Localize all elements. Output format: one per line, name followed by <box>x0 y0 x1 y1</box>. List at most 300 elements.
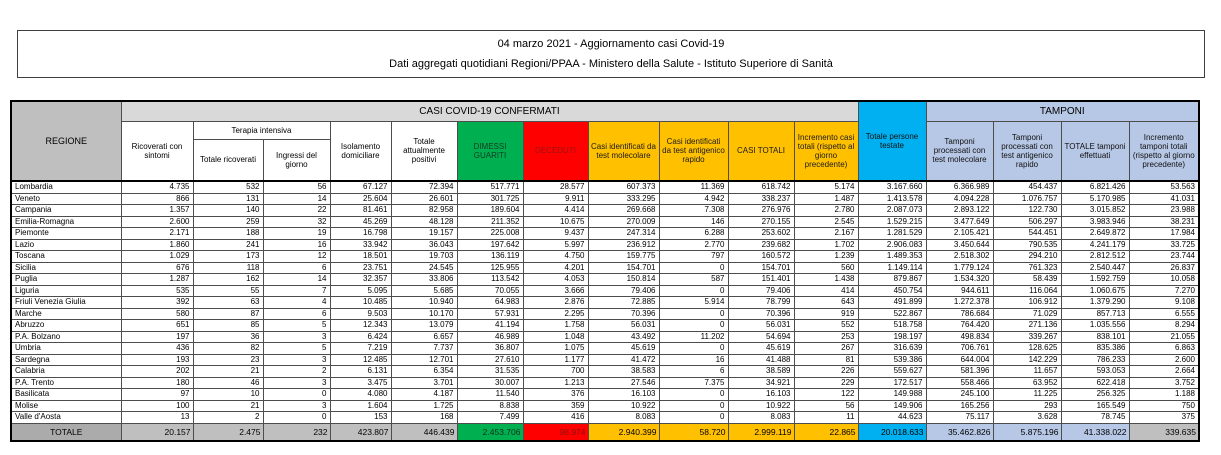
value-cell: 1.029 <box>121 251 193 263</box>
table-row <box>11 377 1199 389</box>
total-value-cell: 5.875.196 <box>993 423 1061 441</box>
value-cell: 32.357 <box>330 274 391 286</box>
value-cell: 339.267 <box>993 331 1061 343</box>
value-cell: 581.396 <box>926 366 993 378</box>
value-cell: 450.754 <box>858 285 926 297</box>
value-cell: 12 <box>263 251 330 263</box>
table-row <box>11 216 1199 228</box>
value-cell: 225.008 <box>457 228 523 240</box>
value-cell: 4.187 <box>391 389 457 401</box>
value-cell: 8.838 <box>457 400 523 412</box>
value-cell: 4.080 <box>330 389 391 401</box>
value-cell: 5.997 <box>523 239 588 251</box>
value-cell: 162 <box>193 274 263 286</box>
header-swabs-increment: Incremento tamponi totali (rispetto al giorno precedente) <box>1129 121 1199 181</box>
value-cell: 3.701 <box>391 377 457 389</box>
table-row <box>11 251 1199 263</box>
value-cell: 786.233 <box>1061 354 1129 366</box>
region-name: P.A. Bolzano <box>11 331 121 343</box>
value-cell: 622.418 <box>1061 377 1129 389</box>
value-cell: 0 <box>659 412 728 424</box>
value-cell: 2.649.872 <box>1061 228 1129 240</box>
value-cell: 16.103 <box>588 389 659 401</box>
value-cell: 6 <box>263 308 330 320</box>
value-cell: 1.076.757 <box>993 193 1061 205</box>
value-cell: 122.730 <box>993 205 1061 217</box>
value-cell: 1.725 <box>391 400 457 412</box>
value-cell: 23.744 <box>1129 251 1199 263</box>
value-cell: 3 <box>263 377 330 389</box>
region-name: P.A. Trento <box>11 377 121 389</box>
value-cell: 6 <box>659 366 728 378</box>
value-cell: 10.485 <box>330 297 391 309</box>
value-cell: 70.396 <box>588 308 659 320</box>
total-value-cell: 2.940.399 <box>588 423 659 441</box>
value-cell: 22 <box>263 205 330 217</box>
value-cell: 558.466 <box>926 377 993 389</box>
value-cell: 41.472 <box>588 354 659 366</box>
region-name: Sicilia <box>11 262 121 274</box>
value-cell: 159.775 <box>588 251 659 263</box>
value-cell: 41.031 <box>1129 193 1199 205</box>
value-cell: 154.701 <box>588 262 659 274</box>
value-cell: 2.540.447 <box>1061 262 1129 274</box>
region-name: Friuli Venezia Giulia <box>11 297 121 309</box>
value-cell: 9.503 <box>330 308 391 320</box>
value-cell: 6.366.989 <box>926 181 993 193</box>
value-cell: 10 <box>193 389 263 401</box>
value-cell: 0 <box>659 320 728 332</box>
value-cell: 376 <box>523 389 588 401</box>
total-value-cell: 2.453.706 <box>457 423 523 441</box>
value-cell: 6.131 <box>330 366 391 378</box>
value-cell: 7.375 <box>659 377 728 389</box>
table-row <box>11 193 1199 205</box>
total-value-cell: 2.475 <box>193 423 263 441</box>
value-cell: 116.064 <box>993 285 1061 297</box>
value-cell: 6.657 <box>391 331 457 343</box>
value-cell: 146 <box>659 216 728 228</box>
value-cell: 2.770 <box>659 239 728 251</box>
value-cell: 81 <box>794 354 858 366</box>
region-name: Veneto <box>11 193 121 205</box>
value-cell: 1.534.320 <box>926 274 993 286</box>
header-swabs-total: TOTALE tamponi effettuati <box>1061 121 1129 181</box>
value-cell: 10.170 <box>391 308 457 320</box>
value-cell: 197 <box>121 331 193 343</box>
value-cell: 87 <box>193 308 263 320</box>
total-value-cell: 339.635 <box>1129 423 1199 441</box>
value-cell: 78.799 <box>728 297 794 309</box>
value-cell: 919 <box>794 308 858 320</box>
value-cell: 56 <box>263 181 330 193</box>
value-cell: 142.229 <box>993 354 1061 366</box>
value-cell: 56.031 <box>728 320 794 332</box>
value-cell: 0 <box>659 343 728 355</box>
total-value-cell: 232 <box>263 423 330 441</box>
value-cell: 2.167 <box>794 228 858 240</box>
value-cell: 4.201 <box>523 262 588 274</box>
total-value-cell: 35.462.826 <box>926 423 993 441</box>
region-name: Abruzzo <box>11 320 121 332</box>
value-cell: 0 <box>659 400 728 412</box>
value-cell: 9.108 <box>1129 297 1199 309</box>
region-name: Calabria <box>11 366 121 378</box>
header-swabs-antigen: Tamponi processati con test antigenico rapido <box>993 121 1061 181</box>
value-cell: 168 <box>391 412 457 424</box>
value-cell: 6.821.426 <box>1061 181 1129 193</box>
table-row <box>11 412 1199 424</box>
value-cell: 506.297 <box>993 216 1061 228</box>
value-cell: 32 <box>263 216 330 228</box>
value-cell: 651 <box>121 320 193 332</box>
table-row <box>11 274 1199 286</box>
value-cell: 5.170.985 <box>1061 193 1129 205</box>
value-cell: 26.837 <box>1129 262 1199 274</box>
value-cell: 10.922 <box>588 400 659 412</box>
banner-swabs: TAMPONI <box>926 101 1199 121</box>
value-cell: 229 <box>794 377 858 389</box>
value-cell: 131 <box>193 193 263 205</box>
region-name: Lombardia <box>11 181 121 193</box>
value-cell: 27.610 <box>457 354 523 366</box>
value-cell: 151.401 <box>728 274 794 286</box>
region-name: Molise <box>11 400 121 412</box>
value-cell: 1.272.378 <box>926 297 993 309</box>
value-cell: 5.914 <box>659 297 728 309</box>
value-cell: 436 <box>121 343 193 355</box>
value-cell: 19.703 <box>391 251 457 263</box>
table-row <box>11 239 1199 251</box>
total-row <box>11 423 1199 441</box>
value-cell: 16.798 <box>330 228 391 240</box>
value-cell: 140 <box>193 205 263 217</box>
header-recovered: DIMESSI GUARITI <box>457 121 523 181</box>
value-cell: 587 <box>659 274 728 286</box>
value-cell: 253.602 <box>728 228 794 240</box>
value-cell: 1.149.114 <box>858 262 926 274</box>
total-value-cell: 22.865 <box>794 423 858 441</box>
value-cell: 241 <box>193 239 263 251</box>
value-cell: 1.779.124 <box>926 262 993 274</box>
value-cell: 1.379.290 <box>1061 297 1129 309</box>
table-row <box>11 354 1199 366</box>
table-row <box>11 400 1199 412</box>
value-cell: 202 <box>121 366 193 378</box>
value-cell: 28.577 <box>523 181 588 193</box>
value-cell: 46 <box>193 377 263 389</box>
value-cell: 517.771 <box>457 181 523 193</box>
value-cell: 333.295 <box>588 193 659 205</box>
value-cell: 6.424 <box>330 331 391 343</box>
value-cell: 5.095 <box>330 285 391 297</box>
value-cell: 55 <box>193 285 263 297</box>
title-line-1: 04 marzo 2021 - Aggiornamento casi Covid-19 <box>497 38 725 51</box>
value-cell: 31.535 <box>457 366 523 378</box>
region-name: Basilicata <box>11 389 121 401</box>
value-cell: 2.893.122 <box>926 205 993 217</box>
value-cell: 43.492 <box>588 331 659 343</box>
value-cell: 498.834 <box>926 331 993 343</box>
value-cell: 857.713 <box>1061 308 1129 320</box>
value-cell: 271.136 <box>993 320 1061 332</box>
value-cell: 48.128 <box>391 216 457 228</box>
value-cell: 1.177 <box>523 354 588 366</box>
table-row <box>11 228 1199 240</box>
value-cell: 165.549 <box>1061 400 1129 412</box>
value-cell: 45.619 <box>588 343 659 355</box>
region-name: Valle d'Aosta <box>11 412 121 424</box>
value-cell: 552 <box>794 320 858 332</box>
value-cell: 12.701 <box>391 354 457 366</box>
value-cell: 1.413.578 <box>858 193 926 205</box>
header-icu-group: Terapia intensiva <box>193 121 330 139</box>
value-cell: 160.572 <box>728 251 794 263</box>
value-cell: 67.127 <box>330 181 391 193</box>
total-value-cell: 20.018.633 <box>858 423 926 441</box>
value-cell: 100 <box>121 400 193 412</box>
total-value-cell: 2.999.119 <box>728 423 794 441</box>
value-cell: 2.664 <box>1129 366 1199 378</box>
value-cell: 294.210 <box>993 251 1061 263</box>
value-cell: 44.623 <box>858 412 926 424</box>
value-cell: 6.863 <box>1129 343 1199 355</box>
table-row <box>11 181 1199 193</box>
region-name: Puglia <box>11 274 121 286</box>
value-cell: 41.194 <box>457 320 523 332</box>
value-cell: 16.103 <box>728 389 794 401</box>
value-cell: 3.477.649 <box>926 216 993 228</box>
value-cell: 3.167.660 <box>858 181 926 193</box>
value-cell: 2.600 <box>121 216 193 228</box>
value-cell: 750 <box>1129 400 1199 412</box>
value-cell: 2.780 <box>794 205 858 217</box>
value-cell: 46.989 <box>457 331 523 343</box>
value-cell: 267 <box>794 343 858 355</box>
value-cell: 1.529.215 <box>858 216 926 228</box>
value-cell: 97 <box>121 389 193 401</box>
value-cell: 33.806 <box>391 274 457 286</box>
value-cell: 153 <box>330 412 391 424</box>
value-cell: 79.406 <box>728 285 794 297</box>
value-cell: 3 <box>263 331 330 343</box>
value-cell: 3.450.644 <box>926 239 993 251</box>
value-cell: 6 <box>263 262 330 274</box>
value-cell: 414 <box>794 285 858 297</box>
value-cell: 706.761 <box>926 343 993 355</box>
value-cell: 5 <box>263 320 330 332</box>
value-cell: 618.742 <box>728 181 794 193</box>
value-cell: 9.437 <box>523 228 588 240</box>
value-cell: 835.386 <box>1061 343 1129 355</box>
title-line-2: Dati aggregati quotidiani Regioni/PPAA - Ministero della Salute - Istituto Superiore di Sanità <box>389 57 833 70</box>
value-cell: 122 <box>794 389 858 401</box>
value-cell: 21 <box>193 400 263 412</box>
value-cell: 491.899 <box>858 297 926 309</box>
value-cell: 85 <box>193 320 263 332</box>
table-body <box>11 181 1199 423</box>
value-cell: 593.053 <box>1061 366 1129 378</box>
value-cell: 7.270 <box>1129 285 1199 297</box>
total-value-cell: 98.974 <box>523 423 588 441</box>
value-cell: 1.438 <box>794 274 858 286</box>
value-cell: 1.592.759 <box>1061 274 1129 286</box>
value-cell: 71.029 <box>993 308 1061 320</box>
value-cell: 2.812.512 <box>1061 251 1129 263</box>
table-row <box>11 308 1199 320</box>
value-cell: 10.922 <box>728 400 794 412</box>
value-cell: 3.475 <box>330 377 391 389</box>
value-cell: 211.352 <box>457 216 523 228</box>
value-cell: 4.735 <box>121 181 193 193</box>
table-row <box>11 205 1199 217</box>
value-cell: 1.489.353 <box>858 251 926 263</box>
value-cell: 2.518.302 <box>926 251 993 263</box>
value-cell: 4.414 <box>523 205 588 217</box>
value-cell: 7 <box>263 285 330 297</box>
value-cell: 607.373 <box>588 181 659 193</box>
value-cell: 2.906.083 <box>858 239 926 251</box>
value-cell: 38.589 <box>728 366 794 378</box>
value-cell: 64.983 <box>457 297 523 309</box>
value-cell: 0 <box>659 285 728 297</box>
value-cell: 16 <box>659 354 728 366</box>
value-cell: 188 <box>193 228 263 240</box>
value-cell: 790.535 <box>993 239 1061 251</box>
value-cell: 4 <box>263 297 330 309</box>
value-cell: 14 <box>263 193 330 205</box>
value-cell: 12.343 <box>330 320 391 332</box>
value-cell: 301.725 <box>457 193 523 205</box>
value-cell: 532 <box>193 181 263 193</box>
value-cell: 1.188 <box>1129 389 1199 401</box>
value-cell: 797 <box>659 251 728 263</box>
value-cell: 56 <box>794 400 858 412</box>
value-cell: 1.239 <box>794 251 858 263</box>
value-cell: 70.055 <box>457 285 523 297</box>
value-cell: 128.625 <box>993 343 1061 355</box>
value-cell: 21 <box>193 366 263 378</box>
total-value-cell: 58.720 <box>659 423 728 441</box>
value-cell: 10.940 <box>391 297 457 309</box>
value-cell: 36 <box>193 331 263 343</box>
value-cell: 63.952 <box>993 377 1061 389</box>
value-cell: 5 <box>263 343 330 355</box>
region-name: Piemonte <box>11 228 121 240</box>
value-cell: 36.807 <box>457 343 523 355</box>
value-cell: 0 <box>263 389 330 401</box>
value-cell: 944.611 <box>926 285 993 297</box>
value-cell: 4.750 <box>523 251 588 263</box>
value-cell: 3.752 <box>1129 377 1199 389</box>
value-cell: 6.555 <box>1129 308 1199 320</box>
value-cell: 2 <box>193 412 263 424</box>
value-cell: 54.694 <box>728 331 794 343</box>
value-cell: 17.984 <box>1129 228 1199 240</box>
value-cell: 293 <box>993 400 1061 412</box>
value-cell: 72.885 <box>588 297 659 309</box>
value-cell: 198.197 <box>858 331 926 343</box>
value-cell: 72.394 <box>391 181 457 193</box>
value-cell: 14 <box>263 274 330 286</box>
table-row <box>11 331 1199 343</box>
value-cell: 269.668 <box>588 205 659 217</box>
value-cell: 245.100 <box>926 389 993 401</box>
total-value-cell: 423.807 <box>330 423 391 441</box>
value-cell: 0 <box>263 412 330 424</box>
value-cell: 643 <box>794 297 858 309</box>
value-cell: 33.942 <box>330 239 391 251</box>
value-cell: 36.043 <box>391 239 457 251</box>
value-cell: 270.155 <box>728 216 794 228</box>
value-cell: 3 <box>263 400 330 412</box>
value-cell: 0 <box>659 308 728 320</box>
value-cell: 270.009 <box>588 216 659 228</box>
value-cell: 3.983.946 <box>1061 216 1129 228</box>
value-cell: 180 <box>121 377 193 389</box>
header-cases-total: CASI TOTALI <box>728 121 794 181</box>
value-cell: 7.499 <box>457 412 523 424</box>
title-box <box>17 30 1205 78</box>
value-cell: 7.219 <box>330 343 391 355</box>
value-cell: 193 <box>121 354 193 366</box>
region-name: Emilia-Romagna <box>11 216 121 228</box>
value-cell: 7.308 <box>659 205 728 217</box>
value-cell: 1.758 <box>523 320 588 332</box>
value-cell: 392 <box>121 297 193 309</box>
value-cell: 11.657 <box>993 366 1061 378</box>
value-cell: 256.325 <box>1061 389 1129 401</box>
value-cell: 3.628 <box>993 412 1061 424</box>
value-cell: 154.701 <box>728 262 794 274</box>
value-cell: 58.439 <box>993 274 1061 286</box>
value-cell: 236.912 <box>588 239 659 251</box>
value-cell: 375 <box>1129 412 1199 424</box>
value-cell: 1.604 <box>330 400 391 412</box>
value-cell: 57.931 <box>457 308 523 320</box>
header-swabs-molecular: Tamponi processati con test molecolare <box>926 121 993 181</box>
value-cell: 13 <box>121 412 193 424</box>
value-cell: 45.269 <box>330 216 391 228</box>
table-row <box>11 297 1199 309</box>
value-cell: 6.288 <box>659 228 728 240</box>
value-cell: 1.487 <box>794 193 858 205</box>
value-cell: 276.976 <box>728 205 794 217</box>
header-current-positive: Totale attualmente positivi <box>391 121 457 181</box>
value-cell: 2.295 <box>523 308 588 320</box>
value-cell: 2.876 <box>523 297 588 309</box>
value-cell: 253 <box>794 331 858 343</box>
value-cell: 1.860 <box>121 239 193 251</box>
header-home-isolation: Isolamento domiciliare <box>330 121 391 181</box>
value-cell: 26.601 <box>391 193 457 205</box>
region-name: Campania <box>11 205 121 217</box>
value-cell: 544.451 <box>993 228 1061 240</box>
value-cell: 78.745 <box>1061 412 1129 424</box>
value-cell: 136.119 <box>457 251 523 263</box>
value-cell: 23.988 <box>1129 205 1199 217</box>
value-cell: 522.867 <box>858 308 926 320</box>
value-cell: 165.256 <box>926 400 993 412</box>
value-cell: 2.171 <box>121 228 193 240</box>
value-cell: 173 <box>193 251 263 263</box>
total-value-cell: 446.439 <box>391 423 457 441</box>
value-cell: 2.105.421 <box>926 228 993 240</box>
value-cell: 559.627 <box>858 366 926 378</box>
value-cell: 9.911 <box>523 193 588 205</box>
value-cell: 535 <box>121 285 193 297</box>
value-cell: 8.294 <box>1129 320 1199 332</box>
